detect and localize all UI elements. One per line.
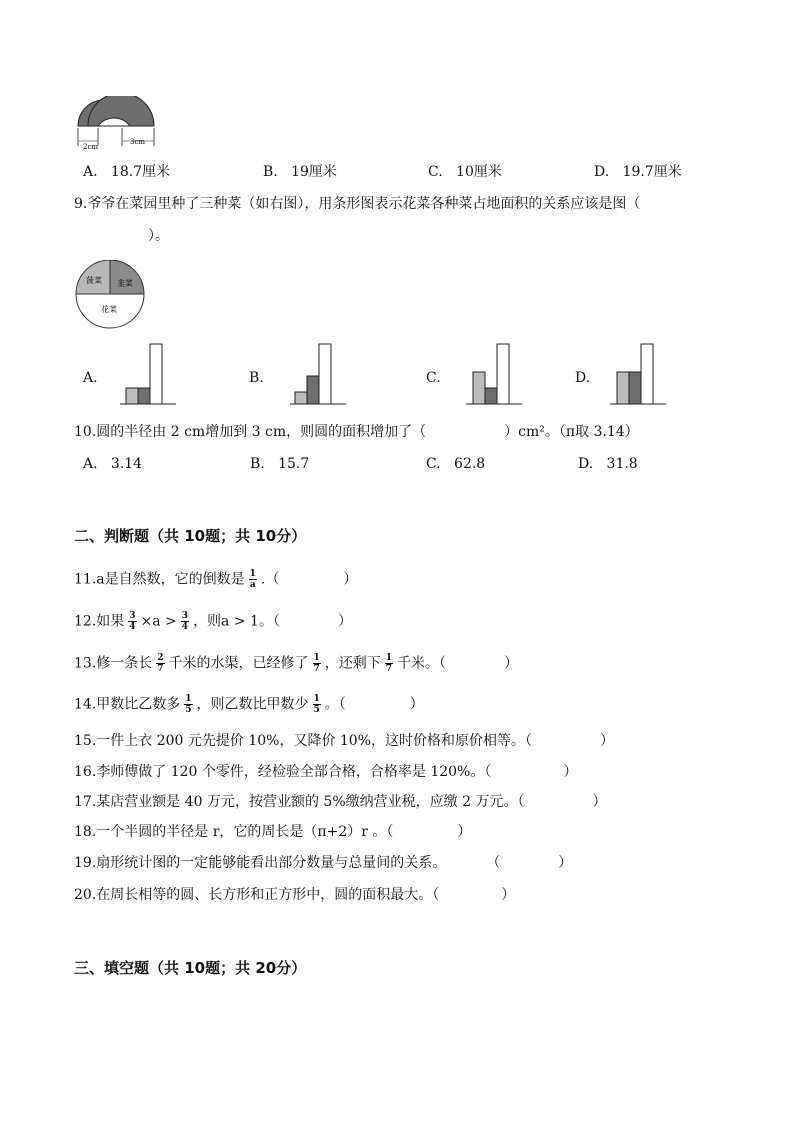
pie-label-cauliflower: 花菜 [101,305,117,314]
q8-label-left: 2cm [83,143,99,151]
q17: 17.某店营业额是 40 万元，按营业额的 5%缴纳营业税，应缴 2 万元。（ ） [74,794,607,810]
q11: 11.a是自然数，它的倒数是 $\frac{1}{a}$ .（ ） [74,569,358,590]
bar [629,372,641,404]
q8-option-b: B. 19厘米 [263,164,337,180]
q10-option-b: B. 15.7 [250,456,310,472]
bar [473,372,485,404]
q9-option-b-chart [288,340,348,408]
q9-text-line1: 9.爷爷在菜园里种了三种菜（如右图），用条形图表示花菜各种菜占地面积的关系应该是图（ [74,196,641,212]
q10-option-a: A. 3.14 [83,456,143,472]
bar [485,388,497,404]
bar [641,344,653,404]
q9-option-c: C. [426,370,441,386]
q19: 19.扇形统计图的一定能够能看出部分数量与总量间的关系。 （ ） [74,855,573,871]
section3-title: 三、填空题（共 10题；共 20分） [74,959,307,977]
q20: 20.在周长相等的圆、长方形和正方形中，圆的面积最大。（ ） [74,887,516,903]
q18: 18.一个半圆的半径是 r，它的周长是（π+2）r 。（ ） [74,824,472,840]
bar [295,392,307,404]
q9-option-c-chart [464,340,524,408]
q9-option-d: D. [575,370,591,386]
q9-text-line2: ）。 [148,228,169,244]
q9-option-b: B. [249,370,264,386]
q8-label-right: 3cm [130,138,146,146]
q12: 12.如果 $\frac{3}{4}$ ×a > $\frac{3}{4}$ ，则a > 1。（ ） [74,611,352,632]
q10-option-d: D. 31.8 [578,456,638,472]
q9-option-a: A. [83,370,98,386]
q9-option-a-chart [118,340,178,408]
q14: 14.甲数比乙数多 $\frac{1}{5}$ ，则乙数比甲数少 $\frac{1}{5}$ 。（ ） [74,694,424,715]
bar [138,388,150,404]
pie-label-leek: 韭菜 [117,279,133,288]
q10-text: 10.圆的半径由 2 cm增加到 3 cm，则圆的面积增加了（ ）cm²。（π取 3.14） [74,424,639,440]
q16: 16.李师傅做了 120 个零件，经检验全部合格，合格率是 120%。（ ） [74,764,578,780]
q8-option-c: C. 10厘米 [428,164,502,180]
q8-option-d: D. 19.7厘米 [594,164,682,180]
q15: 15.一件上衣 200 元先提价 10%，又降价 10%，这时价格和原价相等。（ ） [74,733,615,749]
q11-fraction: $\frac{1}{a}$ [249,569,256,590]
pie-slice-leek [110,260,144,294]
bar [126,388,138,404]
pie-label-spinach: 菠菜 [86,276,102,285]
q8-option-a: A. 18.7厘米 [83,164,171,180]
bar [497,344,509,404]
bar [150,344,162,404]
q9-pie-chart [72,260,148,332]
bar [307,376,319,404]
bar [319,344,331,404]
bar [617,372,629,404]
q9-option-d-chart [608,340,668,408]
q13: 13.修一条长 $\frac{2}{7}$ 千米的水渠，已经修了 $\frac{1}{7}$ ，还剩下 $\frac{1}{7}$ 千米。（ ） [74,653,519,674]
q10-option-c: C. 62.8 [426,456,486,472]
q8-figure [74,96,164,152]
section2-title: 二、判断题（共 10题；共 10分） [74,527,307,545]
